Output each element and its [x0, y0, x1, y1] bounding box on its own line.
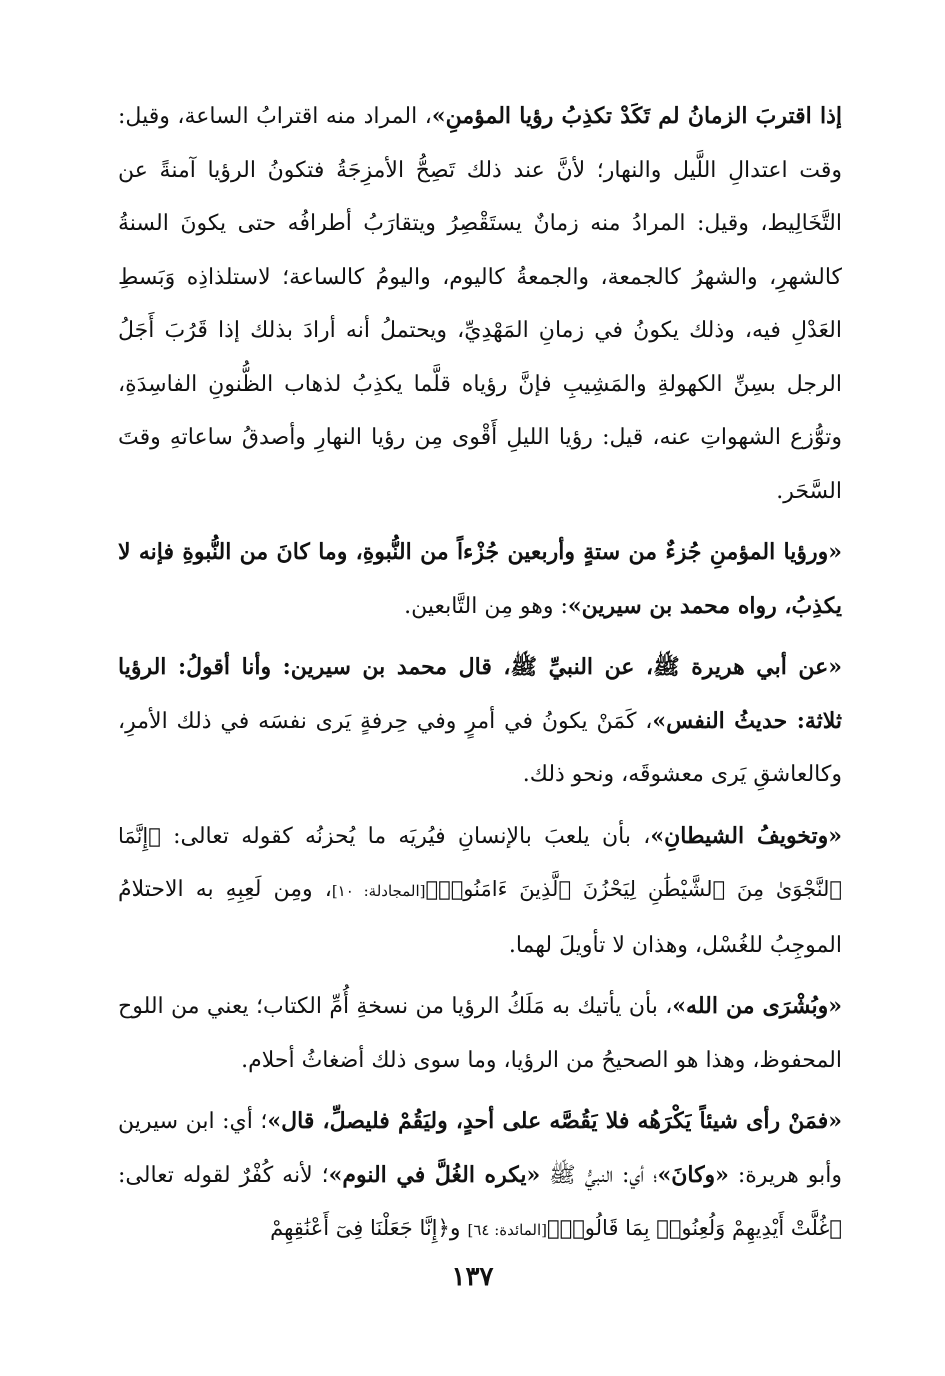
hadith-quote: إذا اقتربَ الزمانُ لم تَكَدْ تكذِبُ رؤيا المؤمنِ»: [431, 103, 842, 129]
commentary-text: و: [449, 1216, 468, 1241]
quran-verse: ﴿غُلَّتْ أَيْدِيهِمْ وَلُعِنُوا۟ بِمَا قَالُوا۟﴾: [547, 1216, 842, 1240]
commentary-text: ، كَمَنْ يكونُ في أمرٍ وفي حِرفةٍ يَرى نفسَه في ذلك الأمرِ، وكالعاشقِ يَرى معشوقَه، ونحو ذلك.: [118, 708, 842, 787]
paragraph-satan-fear: [118, 810, 842, 973]
hadith-quote: «وبُشْرَى من الله»: [672, 993, 842, 1019]
commentary-text: ، ومِن لَعِبِهِ به الاحتلامُ الموجِبُ للغُسْل، وهذان لا تأويلَ لهما.: [118, 877, 842, 958]
verse-reference: [المجادلة: ١٠]: [331, 882, 426, 900]
page-body: [118, 90, 842, 1258]
paragraph-prophecy-part: [118, 526, 842, 633]
hadith-quote: «ورؤيا المؤمنِ جُزءٌ من ستةٍ وأربعين جُزْءاً من النُّبوةِ، وما كانَ من النُّبوةِ فإنه لا يكذِبُ، رواه محمد بن سيرين»: [118, 539, 842, 619]
page-number: ١٣٧: [451, 1262, 494, 1292]
commentary-text: ، المراد منه اقترابُ الساعة، وقيل: وقت اعتدالِ اللَّيل والنهار؛ لأنَّ عند ذلك تَصِحُّ الأمزِجَةُ فتكونُ الرؤيا آمنةً عن التَّخَالِيط، وقيل: المرادُ منه زمانٌ يستَقْصِرُ ويتقارَبُ أطرافُه حتى يكونَ السنةُ كالشهرِ، والشهرُ كالجمعة، والجمعةُ كاليوم، واليومُ كالساعة؛ لاستلذاذِه وَبَسطِ العَدْلِ فيه، وذلك يكونُ في زمانِ المَهْدِيِّ، ويحتملُ أنه أرادَ بذلك إذا قَرُبَ أَجَلُ الرجل بسِنِّ الكهولةِ والمَشِيبِ فإنَّ رؤياه قلَّما يكذِبُ لذهاب الظُّنونِ الفاسِدَةِ، وتوُّزع الشهواتِ عنه، قيل: رؤيا الليلِ أَقْوى مِن رؤيا النهارِ وأصدقُ ساعاتهِ وقتَ السَّحَر.: [118, 104, 842, 504]
commentary-text: ، بأن يلعبَ بالإنسانِ فيُريَه ما يُحزنُه كقوله تعالى:: [160, 823, 651, 849]
verse-reference: [المائدة: ٦٤]: [467, 1221, 547, 1239]
quran-verse: ﴿إِنَّا جَعَلْنَا فِىٓ أَعْنَٰقِهِمْ: [270, 1216, 450, 1240]
commentary-text: : وهو مِن التَّابعين.: [404, 593, 568, 619]
commentary-text: ؛ لأنه كُفْرٌ لقوله تعالى:: [118, 1162, 329, 1188]
commentary-text: ؛ أي: ابن سيرين وأبو هريرة:: [118, 1109, 842, 1188]
paragraph-glad-tidings: [118, 980, 842, 1087]
commentary-text: ، بأن يأتيك به مَلَكُ الرؤيا من نسخةِ أُمِّ الكتاب؛ يعني من اللوح المحفوظ، وهذا هو الصحيحُ من الرؤيا، وما سوى ذلك أضغاثُ أحلام.: [118, 994, 842, 1073]
commentary-text: ؛ أي: النبيُّ ﷺ: [540, 1162, 658, 1188]
paragraph-disliked-dream: [118, 1095, 842, 1258]
hadith-quote: «وتخويفُ الشيطانِ»: [650, 822, 843, 849]
hadith-quote: «وكانَ»: [657, 1161, 729, 1188]
hadith-quote: «عن أبي هريرة ﷺ، عن النبيِّ ﷺ، قال محمد بن سيرين: وأنا أقولُ: الرؤيا ثلاثة: حديثُ النفس»: [118, 654, 842, 734]
hadith-quote: «فمَنْ رأى شيئاً يَكْرَهُه فلا يَقُصَّه على أحدٍ، وليَقُمْ فليصلِّ، قال»: [267, 1108, 842, 1134]
paragraph-dream-era: [118, 90, 842, 518]
quran-verse: ﴿إِنَّمَا ٱلنَّجْوَىٰ مِنَ ٱلشَّيْطَٰنِ لِيَحْزُنَ ٱلَّذِينَ ءَامَنُوا۟﴾: [118, 823, 842, 901]
paragraph-three-dreams: [118, 641, 842, 802]
hadith-quote: «يكره الغُلَّ في النوم»: [328, 1161, 541, 1188]
